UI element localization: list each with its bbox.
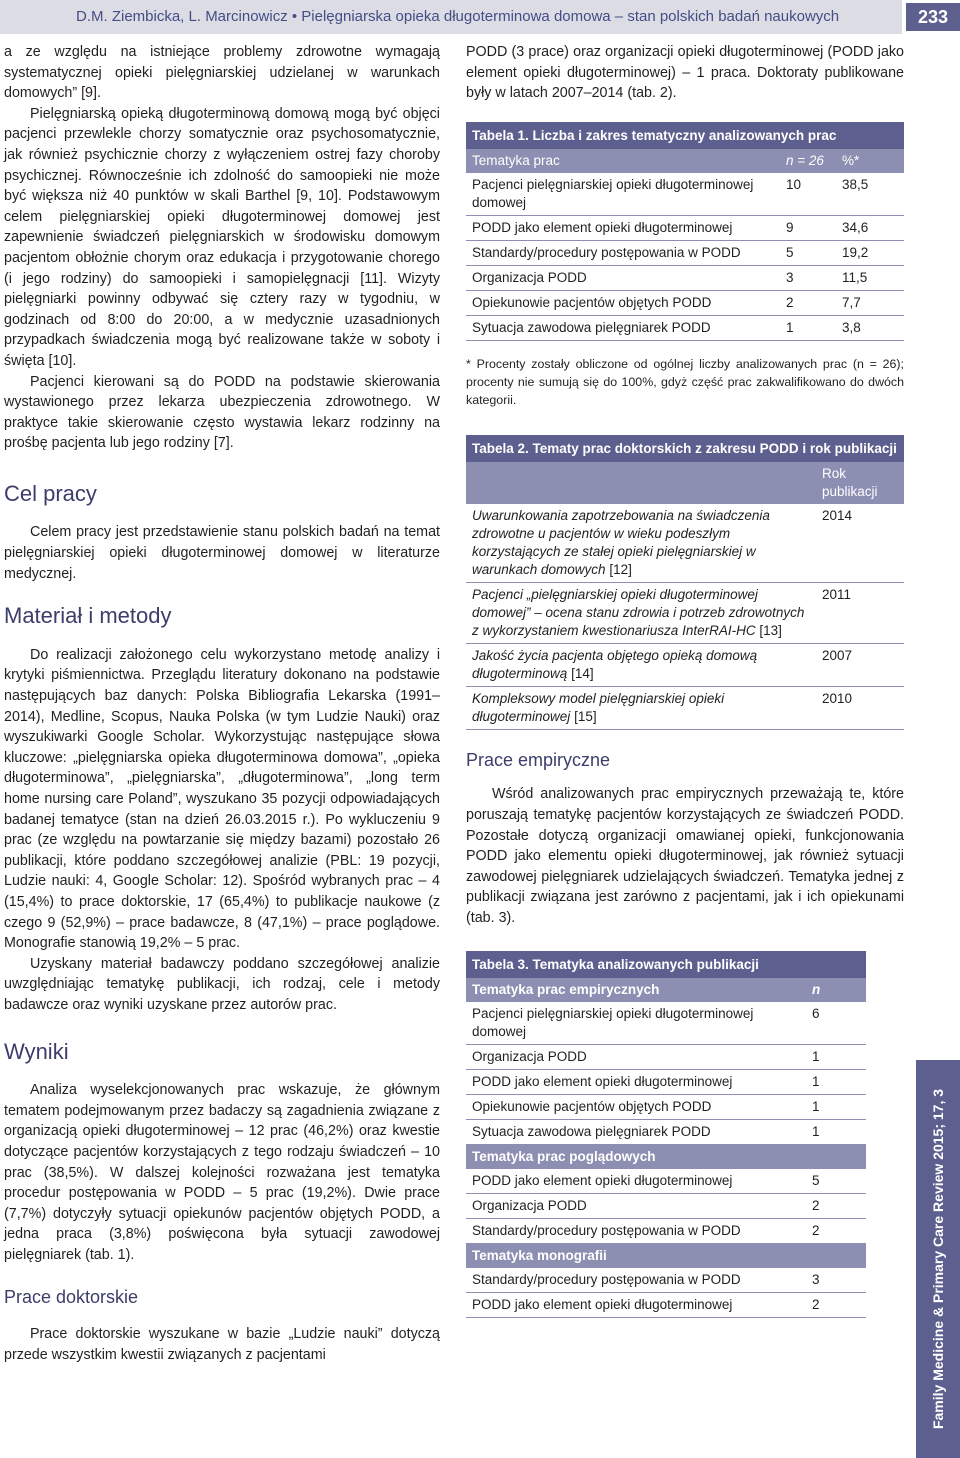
cell: PODD jako element opieki długoterminowej <box>466 1069 806 1094</box>
cell: Sytuacja zawodowa pielęgniarek PODD <box>466 315 780 340</box>
cell: 2 <box>806 1292 866 1317</box>
cell: PODD jako element opieki długoterminowej <box>466 1292 806 1317</box>
cell: 2 <box>806 1193 866 1218</box>
cell: Organizacja PODD <box>466 1193 806 1218</box>
cell: 3 <box>806 1268 866 1293</box>
table-row <box>466 1193 866 1218</box>
column-header: Rok publikacji <box>822 465 878 499</box>
table-row <box>466 1044 866 1069</box>
paragraph: a ze względu na istniejące problemy zdrowotne wymagają systematycznej opieki pielęgniarskiej udzielanej w warunkach domowych” [9]. <box>4 44 440 102</box>
table-1-grid <box>466 149 904 341</box>
table-3-grid <box>466 978 866 1318</box>
page-header <box>0 0 960 34</box>
section-heading-doktorskie: Prace doktorskie <box>4 1287 139 1308</box>
paragraph: Wśród analizowanych prac empirycznych przeważają te, które poruszają tematykę pacjentów korzystających ze świadczeń PODD. Pozostałe dotyczą organizacji omawianej opieki, funkcjonowania PODD jako elementu opieki długoterminowej, jak również sytuacji zawodowej pielęgniarek udzielających świadczeń. Tematyka jednej z publikacji związana jest zarówno z pacjentami, jak i ich opiekunami (tab. 3). <box>466 786 904 926</box>
cell: 5 <box>780 240 836 265</box>
thesis-title: Kompleksowy model pielęgniarskiej opieki długoterminowej <box>472 690 725 724</box>
paragraph: Celem pracy jest przedstawienie stanu polskich badań na temat pielęgniarskiej opieki długoterminowej domowej w literaturze medycznej. <box>4 524 440 582</box>
cell: 2011 <box>816 582 904 643</box>
cell: 3,8 <box>836 315 904 340</box>
thesis-title: Jakość życia pacjenta objętego opieką domową długoterminową <box>472 647 758 681</box>
column-header: %* <box>842 152 860 168</box>
table-subheader-row <box>466 1144 866 1169</box>
journal-sidebar <box>916 1060 960 1458</box>
cell: 1 <box>806 1044 866 1069</box>
paragraph: Analiza wyselekcjonowanych prac wskazuje, że głównym tematem podejmowanym przez badaczy są zagadnienia związane z organizacją opieki długoterminowej – 12 prac (46,2%) oraz kwestie dotyczące pacjentów korzystających z tego rodzaju świadczeń – 10 prac (38,5%). W dalszej kolejności rozważana jest tematyka procedur postępowania w PODD – 5 prac (19,2%). Dwie prace (7,7%) dotyczyły sytuacji opiekunów pacjentów objętych PODD, a jedna praca (3,8%) poświęcona była sytuacji zawodowej pielęgniarek (tab. 1). <box>4 1082 440 1263</box>
subheader: Tematyka prac poglądowych <box>472 1148 656 1164</box>
table-subheader-row <box>466 1243 866 1268</box>
column-header: Tematyka prac <box>472 152 560 168</box>
cell: Standardy/procedury postępowania w PODD <box>466 240 780 265</box>
cell <box>466 643 816 686</box>
table-row <box>466 315 904 340</box>
paragraph: Uzyskany materiał badawczy poddano szczegółowej analizie uwzględniając tematykę publikacji, ich rodzaj, cele i metody badawcze oraz wyniki uzyskane przez autorów prac. <box>4 955 440 1013</box>
reference: [13] <box>755 622 782 638</box>
table-header-row <box>466 149 904 173</box>
cell: 2014 <box>816 504 904 583</box>
table-row <box>466 215 904 240</box>
left-column <box>4 42 440 1365</box>
table-header-row <box>466 462 904 504</box>
subheader: Tematyka monografii <box>472 1247 607 1263</box>
paragraph: Pacjenci kierowani są do PODD na podstawie skierowania wystawionego przez lekarza ubezpieczenia zdrowotnego. W praktyce takie skierowanie często wystawia lekarz rodzinny na prośbę pacjenta lub jego rodziny [7]. <box>4 373 440 452</box>
cell: 10 <box>780 173 836 216</box>
section-heading-cel: Cel pracy <box>4 480 97 506</box>
reference: [14] <box>567 665 594 681</box>
cell: Organizacja PODD <box>466 265 780 290</box>
cell: 1 <box>806 1094 866 1119</box>
table-title: Tabela 2. Tematy prac doktorskich z zakresu PODD i rok publikacji <box>466 435 904 462</box>
table-row <box>466 1218 866 1243</box>
reference: [15] <box>570 708 597 724</box>
cell: PODD jako element opieki długoterminowej <box>466 215 780 240</box>
cell: Organizacja PODD <box>466 1044 806 1069</box>
table-3 <box>466 951 866 1318</box>
table-2 <box>466 435 904 730</box>
table-row <box>466 265 904 290</box>
cell: 6 <box>806 1002 866 1045</box>
reference: [12] <box>605 561 632 577</box>
table-row <box>466 240 904 265</box>
cell: 34,6 <box>836 215 904 240</box>
paragraph: PODD (3 prace) oraz organizacji opieki długoterminowej (PODD jako element opieki długoterminowej) – 1 praca. Doktoraty publikowane były w latach 2007–2014 (tab. 2). <box>466 44 904 102</box>
table-subheader-row <box>466 978 866 1002</box>
section-heading-wyniki: Wyniki <box>4 1038 69 1064</box>
cell: 1 <box>806 1069 866 1094</box>
cell: 7,7 <box>836 290 904 315</box>
thesis-title: Uwarunkowania zapotrzebowania na świadczenia zdrowotne u pacjentów w wieku podeszłym korzystających ze stałej opieki pielęgniarskiej w warunkach domowych <box>472 507 770 577</box>
table-row <box>466 1292 866 1317</box>
table-row <box>466 504 904 583</box>
table-row <box>466 686 904 729</box>
column-header: n = 26 <box>786 152 824 168</box>
cell: Pacjenci pielęgniarskiej opieki długoterminowej domowej <box>466 1002 806 1045</box>
cell: Pacjenci pielęgniarskiej opieki długoterminowej domowej <box>466 173 780 216</box>
table-row <box>466 290 904 315</box>
table-2-grid <box>466 462 904 730</box>
table-row <box>466 1094 866 1119</box>
cell: 2007 <box>816 643 904 686</box>
right-column <box>466 42 904 1318</box>
table-title: Tabela 1. Liczba i zakres tematyczny analizowanych prac <box>466 122 904 149</box>
cell: 3 <box>780 265 836 290</box>
table-row <box>466 582 904 643</box>
running-title: D.M. Ziembicka, L. Marcinowicz • Pielęgniarska opieka długoterminowa domowa – stan polskich badań naukowych <box>76 8 840 25</box>
table-row <box>466 173 904 216</box>
cell: Opiekunowie pacjentów objętych PODD <box>466 1094 806 1119</box>
cell: 9 <box>780 215 836 240</box>
cell <box>466 582 816 643</box>
cell: Standardy/procedury postępowania w PODD <box>466 1218 806 1243</box>
cell: 19,2 <box>836 240 904 265</box>
cell: PODD jako element opieki długoterminowej <box>466 1169 806 1194</box>
table-row <box>466 1069 866 1094</box>
table-row <box>466 1002 866 1045</box>
table-row <box>466 1119 866 1144</box>
cell: 1 <box>806 1119 866 1144</box>
subheader: Tematyka prac empirycznych <box>472 981 660 997</box>
journal-name: Family Medicine & Primary Care Review 2015; 17, 3 <box>930 1088 946 1430</box>
table-title: Tabela 3. Tematyka analizowanych publikacji <box>466 951 866 978</box>
cell: 11,5 <box>836 265 904 290</box>
cell <box>466 504 816 583</box>
section-heading-material: Materiał i metody <box>4 603 172 629</box>
table-row <box>466 643 904 686</box>
cell: 2010 <box>816 686 904 729</box>
cell: 2 <box>780 290 836 315</box>
thesis-title: Pacjenci „pielęgniarskiej opieki długoterminowej domowej” – ocena stanu zdrowia i potrzeb zdrowotnych z wykorzystaniem kwestionariusza InterRAI-HC <box>472 586 805 638</box>
paragraph: Pielęgniarską opieką długoterminową domową mogą być objęci pacjenci przewlekle chorzy somatycznie oraz psychosomatycznie, jak również psychicznie chorzy z wyłączeniem ostrej fazy choroby psychicznej. Równocześnie ich zdolność do samoopieki nie może być większa niż 40 punktów w skali Barthel [9, 10]. Podstawowym celem pielęgniarskiej opieki długoterminowej domowej jest zapewnienie świadczeń pielęgniarskich w środowisku domowym pacjentom obłożnie chorym oraz edukacja i przygotowanie chorego (i jego rodziny) do samoopieki i samopielęgnacji [11]. Wizyty pielęgniarki powinny odbywać się cztery razy w tygodniu, w godzinach od 8:00 do 20:00, a w medycznie uzasadnionych przypadkach świadczenia mogą być realizowane także w soboty i święta [10]. <box>4 105 440 369</box>
paragraph: Prace doktorskie wyszukane w bazie „Ludzie nauki” dotyczą przede wszystkim kwestii związanych z pacjentami <box>4 1326 440 1363</box>
table-1 <box>466 122 904 409</box>
page-number: 233 <box>906 3 960 31</box>
cell: Standardy/procedury postępowania w PODD <box>466 1268 806 1293</box>
section-heading-empiryczne: Prace empiryczne <box>466 749 611 770</box>
cell: Sytuacja zawodowa pielęgniarek PODD <box>466 1119 806 1144</box>
table-footnote: * Procenty zostały obliczone od ogólnej liczby analizowanych prac (n = 26); procenty nie sumują się do 100%, gdyż część prac zakwalifikowano do dwóch kategorii. <box>466 356 904 407</box>
table-row <box>466 1169 866 1194</box>
cell <box>466 686 816 729</box>
cell: 1 <box>780 315 836 340</box>
cell: Opiekunowie pacjentów objętych PODD <box>466 290 780 315</box>
cell: 2 <box>806 1218 866 1243</box>
header-bar <box>0 0 902 34</box>
paragraph: Do realizacji założonego celu wykorzystano metodę analizy i krytyki piśmiennictwa. Przeglądu literatury dokonano na podstawie następujących baz danych: Polska Bibliografia Lekarska (1991–2014), Medline, Scopus, Nauka Polska (w tym Ludzie Nauki) oraz wyszukiwarki Google Scholar. Wykorzystując następujące słowa kluczowe: „pielęgniarska opieka długoterminowa domowa”, „opieka długoterminowa”, „pielęgniarska”, „długoterminowa”, „long term home nursing care Poland”, wyszukano 35 pozycji odpowiadających badanej tematyce (stan na dzień 26.03.2015 r.). Po wykluczeniu 9 prac (ze względu na powtarzanie się między bazami) pozostało 26 publikacji, które poddano szczegółowej analizie (PBL: 19 pozycji, Ludzie nauki: 4, Google Scholar: 12). Spośród wybranych prac – 4 (15,4%) to prace doktorskie, 17 (65,4%) to publikacje naukowe (z czego 9 (52,9%) – prace badawcze, 8 (47,1%) – prace poglądowe. Monografie stanowią 19,2% – 5 prac. <box>4 646 440 952</box>
cell: 38,5 <box>836 173 904 216</box>
cell: 5 <box>806 1169 866 1194</box>
column-header: n <box>812 981 821 997</box>
column-header <box>466 462 816 504</box>
table-row <box>466 1268 866 1293</box>
